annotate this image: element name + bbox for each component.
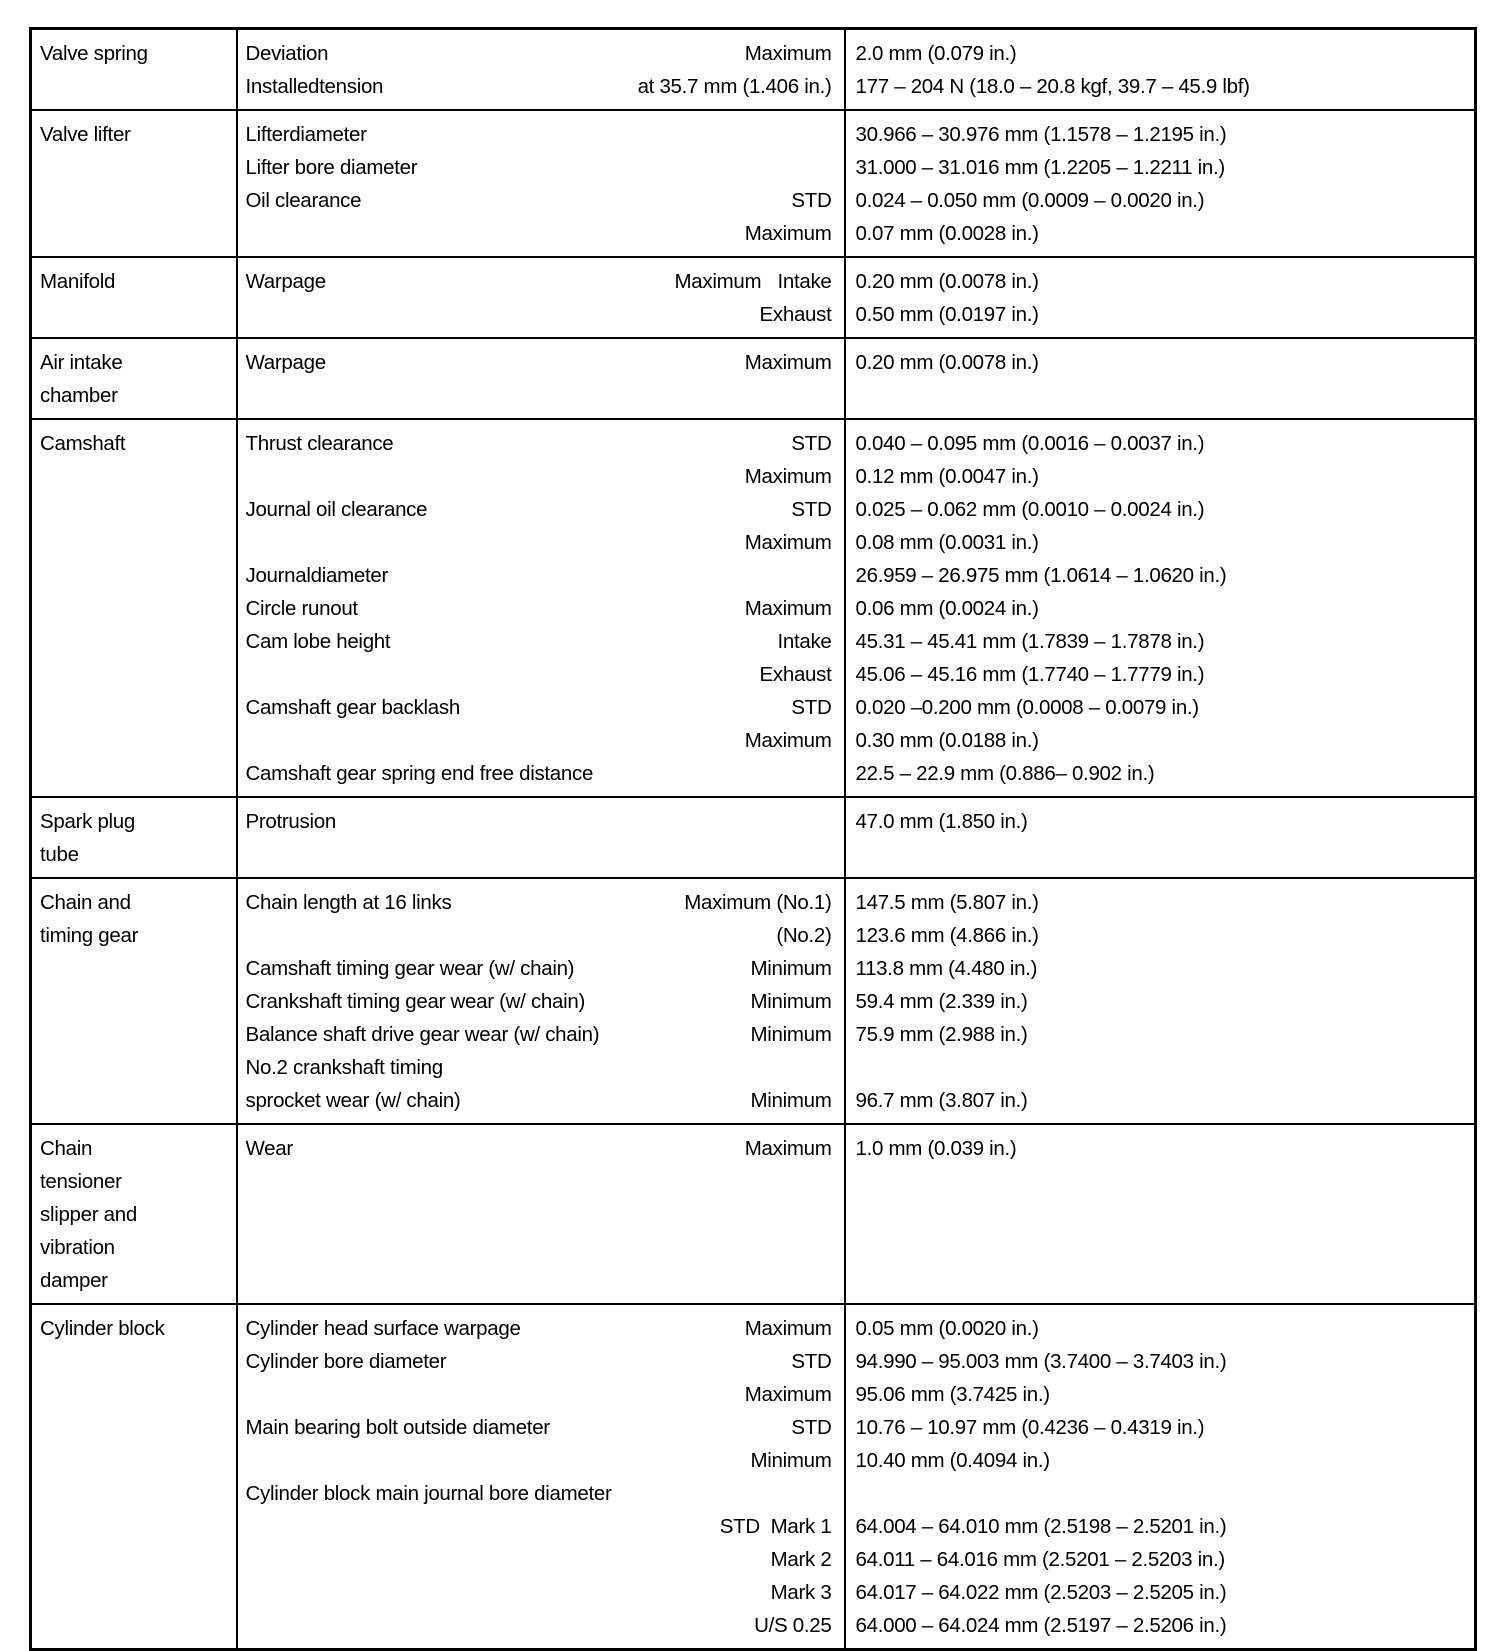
spec-label xyxy=(246,217,745,250)
spec-qualifier: Maximum Intake xyxy=(674,270,832,293)
spec-value: 94.990 – 95.003 mm (3.7400 – 3.7403 in.) xyxy=(855,1350,1227,1373)
spec-line xyxy=(238,184,844,217)
spec-value: 123.6 mm (4.866 in.) xyxy=(855,924,1039,947)
spec-value: 22.5 – 22.9 mm (0.886– 0.902 in.) xyxy=(855,762,1155,785)
spec-label: Protrusion xyxy=(245,810,336,833)
spec-qualifier: Maximum xyxy=(744,729,832,752)
spec-items-cell xyxy=(237,797,845,878)
spec-qualifier: Intake xyxy=(777,630,832,653)
spec-value: 0.024 – 0.050 mm (0.0009 – 0.0020 in.) xyxy=(855,189,1205,212)
spec-value: 0.020 –0.200 mm (0.0008 – 0.0079 in.) xyxy=(855,696,1199,719)
spec-qualifier: Minimum xyxy=(750,1089,832,1112)
spec-label xyxy=(246,1543,771,1576)
spec-label xyxy=(246,1510,720,1543)
spec-line xyxy=(238,526,844,559)
spec-label: Cam lobe height xyxy=(245,630,391,653)
spec-line xyxy=(238,1345,844,1378)
spec-line xyxy=(238,151,844,184)
spec-line xyxy=(238,691,844,724)
spec-qualifier: Maximum (No.1) xyxy=(684,891,832,914)
spec-line xyxy=(238,460,844,493)
spec-value: 0.50 mm (0.0197 in.) xyxy=(855,303,1039,326)
spec-label: Camshaft timing gear wear (w/ chain) xyxy=(245,957,575,980)
spec-label xyxy=(246,1378,745,1411)
spec-label: Deviation xyxy=(245,42,329,65)
spec-items-cell xyxy=(237,419,845,797)
spec-value: 0.040 – 0.095 mm (0.0016 – 0.0037 in.) xyxy=(855,432,1205,455)
spec-line xyxy=(238,265,844,298)
spec-value: 10.40 mm (0.4094 in.) xyxy=(855,1449,1050,1472)
spec-qualifier: Maximum xyxy=(744,222,832,245)
spec-value: 45.31 – 45.41 mm (1.7839 – 1.7878 in.) xyxy=(855,630,1205,653)
spec-line xyxy=(238,805,844,838)
spec-items-cell xyxy=(237,110,845,257)
spec-value: 75.9 mm (2.988 in.) xyxy=(855,1023,1028,1046)
spec-label: Chain length at 16 links xyxy=(245,891,452,914)
spec-value: 59.4 mm (2.339 in.) xyxy=(855,990,1028,1013)
spec-label xyxy=(246,298,760,331)
spec-line xyxy=(238,559,844,592)
spec-value: 45.06 – 45.16 mm (1.7740 – 1.7779 in.) xyxy=(855,663,1205,686)
component-name-line: Spark plug xyxy=(40,810,136,833)
spec-label: Circle runout xyxy=(245,597,358,620)
spec-label: Cylinder block main journal bore diameter xyxy=(245,1482,612,1505)
spec-label xyxy=(246,1609,755,1642)
spec-value: 95.06 mm (3.7425 in.) xyxy=(855,1383,1050,1406)
spec-label: sprocket wear (w/ chain) xyxy=(245,1089,461,1112)
spec-line xyxy=(238,427,844,460)
spec-line xyxy=(238,1543,844,1576)
component-name-line: Chain xyxy=(40,1137,93,1160)
spec-line xyxy=(238,757,844,790)
spec-label: Oil clearance xyxy=(245,189,362,212)
spec-label xyxy=(246,460,745,493)
spec-value: 0.12 mm (0.0047 in.) xyxy=(855,465,1039,488)
spec-value: 10.76 – 10.97 mm (0.4236 – 0.4319 in.) xyxy=(855,1416,1205,1439)
spec-label: Cylinder head surface warpage xyxy=(245,1317,521,1340)
spec-qualifier: Maximum xyxy=(744,1383,832,1406)
spec-value: 64.000 – 64.024 mm (2.5197 – 2.5206 in.) xyxy=(855,1614,1227,1637)
spec-line xyxy=(238,985,844,1018)
spec-qualifier: STD Mark 1 xyxy=(719,1515,832,1538)
spec-label: Installedtension xyxy=(245,75,384,98)
spec-label xyxy=(246,1576,771,1609)
table-row xyxy=(31,419,1476,797)
table-row xyxy=(31,338,1476,419)
spec-value: 1.0 mm (0.039 in.) xyxy=(855,1137,1017,1160)
spec-value: 0.07 mm (0.0028 in.) xyxy=(855,222,1039,245)
component-name-line: chamber xyxy=(40,384,118,407)
spec-label xyxy=(246,919,777,952)
spec-line xyxy=(238,37,844,70)
spec-value: 0.30 mm (0.0188 in.) xyxy=(855,729,1039,752)
spec-line xyxy=(238,1609,844,1642)
spec-line xyxy=(238,1444,844,1477)
spec-values-cell xyxy=(845,110,1476,257)
spec-values-cell xyxy=(845,419,1476,797)
component-cell xyxy=(31,110,237,257)
component-name-line: Manifold xyxy=(40,270,116,293)
spec-value: 2.0 mm (0.079 in.) xyxy=(855,42,1017,65)
table-row xyxy=(31,1304,1476,1650)
spec-qualifier: Exhaust xyxy=(759,303,832,326)
spec-label: Camshaft gear spring end free distance xyxy=(245,762,594,785)
spec-qualifier: Maximum xyxy=(744,1137,832,1160)
spec-items-cell xyxy=(237,878,845,1124)
component-name-line: Air intake xyxy=(40,351,123,374)
spec-qualifier: Mark 3 xyxy=(770,1581,832,1604)
spec-line xyxy=(238,118,844,151)
spec-line xyxy=(238,493,844,526)
spec-values-cell xyxy=(845,338,1476,419)
spec-qualifier: U/S 0.25 xyxy=(754,1614,832,1637)
component-name-line: Cylinder block xyxy=(40,1317,165,1340)
spec-value xyxy=(846,1051,1475,1084)
component-cell xyxy=(31,338,237,419)
spec-label xyxy=(246,526,745,559)
spec-value: 177 – 204 N (18.0 – 20.8 kgf, 39.7 – 45.9 lbf) xyxy=(855,75,1250,98)
spec-line xyxy=(238,1312,844,1345)
spec-qualifier: Minimum xyxy=(750,957,832,980)
spec-qualifier: STD xyxy=(791,432,832,455)
component-cell xyxy=(31,1304,237,1650)
spec-line xyxy=(238,70,844,103)
spec-line xyxy=(238,658,844,691)
component-name-line: vibration xyxy=(40,1236,115,1259)
spec-qualifier: Maximum xyxy=(744,465,832,488)
spec-qualifier: Minimum xyxy=(750,1449,832,1472)
spec-label xyxy=(246,658,760,691)
spec-items-cell xyxy=(237,1124,845,1304)
spec-table-body xyxy=(31,29,1476,1650)
component-name-line: Chain and xyxy=(40,891,131,914)
spec-values-cell xyxy=(845,1304,1476,1650)
spec-value: 0.06 mm (0.0024 in.) xyxy=(855,597,1039,620)
spec-label: No.2 crankshaft timing xyxy=(245,1056,443,1079)
spec-line xyxy=(238,1132,844,1165)
spec-items-cell xyxy=(237,338,845,419)
spec-line xyxy=(238,886,844,919)
spec-value xyxy=(846,1477,1475,1510)
component-cell xyxy=(31,878,237,1124)
spec-qualifier: STD xyxy=(791,1350,832,1373)
spec-label: Thrust clearance xyxy=(245,432,394,455)
spec-label: Cylinder bore diameter xyxy=(245,1350,447,1373)
table-row xyxy=(31,878,1476,1124)
spec-label: Lifter bore diameter xyxy=(245,156,418,179)
spec-label: Lifterdiameter xyxy=(245,123,367,146)
spec-value: 64.011 – 64.016 mm (2.5201 – 2.5203 in.) xyxy=(855,1548,1225,1571)
spec-line xyxy=(238,1576,844,1609)
spec-line xyxy=(238,592,844,625)
component-name-line: Camshaft xyxy=(40,432,126,455)
component-cell xyxy=(31,1124,237,1304)
component-name-line: tube xyxy=(40,843,79,866)
spec-values-cell xyxy=(845,1124,1476,1304)
spec-line xyxy=(238,625,844,658)
spec-value: 147.5 mm (5.807 in.) xyxy=(855,891,1039,914)
component-cell xyxy=(31,29,237,111)
spec-value: 30.966 – 30.976 mm (1.1578 – 1.2195 in.) xyxy=(855,123,1227,146)
spec-value: 47.0 mm (1.850 in.) xyxy=(855,810,1028,833)
spec-line xyxy=(238,952,844,985)
spec-label: Camshaft gear backlash xyxy=(245,696,460,719)
spec-label: Journal oil clearance xyxy=(245,498,428,521)
component-name-line: slipper and xyxy=(40,1203,137,1226)
spec-qualifier: STD xyxy=(791,1416,832,1439)
spec-values-cell xyxy=(845,29,1476,111)
spec-line xyxy=(238,1051,844,1084)
spec-qualifier: (No.2) xyxy=(776,924,832,947)
table-row xyxy=(31,257,1476,338)
spec-items-cell xyxy=(237,257,845,338)
spec-line xyxy=(238,1411,844,1444)
spec-line xyxy=(238,1510,844,1543)
component-cell xyxy=(31,797,237,878)
spec-line xyxy=(238,1084,844,1117)
spec-values-cell xyxy=(845,878,1476,1124)
spec-value: 64.017 – 64.022 mm (2.5203 – 2.5205 in.) xyxy=(855,1581,1227,1604)
spec-label xyxy=(246,724,745,757)
spec-qualifier: Exhaust xyxy=(759,663,832,686)
spec-values-cell xyxy=(845,797,1476,878)
spec-qualifier: Maximum xyxy=(744,42,832,65)
spec-line xyxy=(238,217,844,250)
spec-label: Balance shaft drive gear wear (w/ chain) xyxy=(245,1023,600,1046)
spec-value: 0.05 mm (0.0020 in.) xyxy=(855,1317,1039,1340)
component-name-line: Valve spring xyxy=(40,42,148,65)
spec-value: 0.08 mm (0.0031 in.) xyxy=(855,531,1039,554)
spec-line xyxy=(238,1378,844,1411)
table-row xyxy=(31,29,1476,111)
spec-value: 113.8 mm (4.480 in.) xyxy=(855,957,1038,980)
spec-items-cell xyxy=(237,29,845,111)
spec-value: 96.7 mm (3.807 in.) xyxy=(855,1089,1028,1112)
spec-value: 0.025 – 0.062 mm (0.0010 – 0.0024 in.) xyxy=(855,498,1205,521)
spec-items-cell xyxy=(237,1304,845,1650)
component-name-line: damper xyxy=(40,1269,108,1292)
spec-value: 31.000 – 31.016 mm (1.2205 – 1.2211 in.) xyxy=(855,156,1225,179)
component-name-line: Valve lifter xyxy=(40,123,131,146)
spec-label: Wear xyxy=(245,1137,293,1160)
spec-line xyxy=(238,724,844,757)
spec-label: Warpage xyxy=(245,351,326,374)
spec-label: Warpage xyxy=(245,270,326,293)
spec-values-cell xyxy=(845,257,1476,338)
spec-value: 64.004 – 64.010 mm (2.5198 – 2.5201 in.) xyxy=(855,1515,1227,1538)
spec-value: 0.20 mm (0.0078 in.) xyxy=(855,270,1039,293)
spec-value: 0.20 mm (0.0078 in.) xyxy=(855,351,1039,374)
spec-label: Journaldiameter xyxy=(245,564,388,587)
spec-qualifier: STD xyxy=(791,696,832,719)
component-cell xyxy=(31,257,237,338)
spec-qualifier: STD xyxy=(791,498,832,521)
spec-label: Crankshaft timing gear wear (w/ chain) xyxy=(245,990,586,1013)
spec-qualifier: Maximum xyxy=(744,531,832,554)
spec-line xyxy=(238,346,844,379)
spec-qualifier: Maximum xyxy=(744,1317,832,1340)
spec-qualifier: STD xyxy=(791,189,832,212)
spec-line xyxy=(238,1018,844,1051)
spec-line xyxy=(238,1477,844,1510)
component-name-line: tensioner xyxy=(40,1170,122,1193)
spec-qualifier: Mark 2 xyxy=(770,1548,832,1571)
table-row xyxy=(31,110,1476,257)
component-name-line: timing gear xyxy=(40,924,139,947)
spec-label: Main bearing bolt outside diameter xyxy=(245,1416,550,1439)
spec-qualifier: Maximum xyxy=(744,597,832,620)
spec-line xyxy=(238,298,844,331)
spec-value: 26.959 – 26.975 mm (1.0614 – 1.0620 in.) xyxy=(855,564,1227,587)
table-row xyxy=(31,1124,1476,1304)
spec-qualifier: Maximum xyxy=(744,351,832,374)
spec-label xyxy=(246,1444,751,1477)
component-cell xyxy=(31,419,237,797)
spec-qualifier: at 35.7 mm (1.406 in.) xyxy=(637,75,832,98)
spec-line xyxy=(238,919,844,952)
spec-table xyxy=(29,27,1477,1651)
spec-qualifier: Minimum xyxy=(750,990,832,1013)
table-row xyxy=(31,797,1476,878)
spec-qualifier: Minimum xyxy=(750,1023,832,1046)
